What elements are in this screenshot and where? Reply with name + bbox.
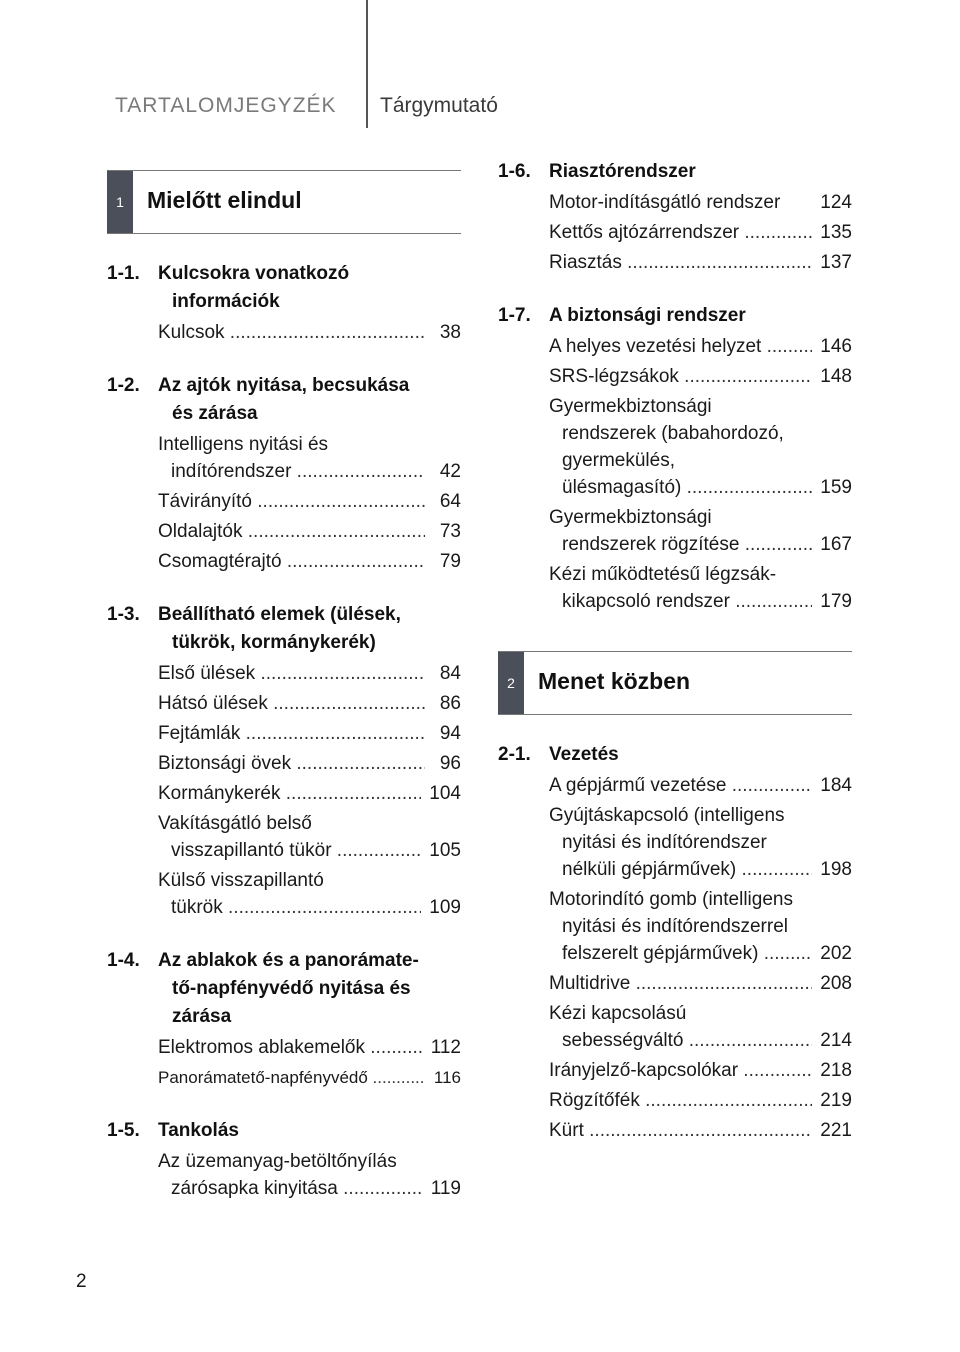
entry-label-line: zárósapka kinyitása bbox=[171, 1178, 338, 1199]
entry-label: Riasztás bbox=[549, 252, 622, 273]
nav-index-link[interactable]: Tárgymutató bbox=[380, 94, 498, 117]
toc-entry[interactable] bbox=[158, 319, 461, 346]
entry-label: Kettős ajtózárrendszer bbox=[549, 222, 740, 243]
entry-label-line: Gyújtáskapcsoló (intelligens bbox=[549, 805, 785, 826]
entry-page: 116 bbox=[433, 1068, 461, 1087]
entry-label: Kormánykerék bbox=[158, 783, 281, 804]
entry-page: 135 bbox=[820, 222, 852, 243]
toc-entry[interactable] bbox=[549, 970, 852, 997]
entry-label-line: Az üzemanyag-betöltőnyílás bbox=[158, 1151, 397, 1172]
group-title-line: A biztonsági rendszer bbox=[549, 305, 746, 326]
entry-label: Elektromos ablakemelők bbox=[158, 1037, 365, 1058]
toc-entry[interactable] bbox=[158, 431, 461, 485]
toc-entry[interactable] bbox=[549, 219, 852, 246]
entry-label: Oldalajtók bbox=[158, 521, 243, 542]
toc-entry[interactable] bbox=[549, 1117, 852, 1144]
entry-page: 42 bbox=[439, 461, 461, 482]
toc-entry[interactable] bbox=[549, 363, 852, 390]
group-title-line: és zárása bbox=[172, 403, 258, 424]
top-navigation bbox=[0, 0, 960, 130]
entry-page: 179 bbox=[820, 591, 852, 612]
entry-label-line: Gyermekbiztonsági bbox=[549, 396, 712, 417]
group-title[interactable] bbox=[498, 302, 852, 330]
toc-entry[interactable] bbox=[549, 504, 852, 558]
entry-label-line: sebességváltó bbox=[562, 1030, 684, 1051]
group-number: 1-5. bbox=[107, 1120, 140, 1141]
toc-group-1-4 bbox=[107, 947, 461, 1091]
group-number: 1-2. bbox=[107, 375, 140, 396]
section-title: Mielőtt elindul bbox=[147, 187, 302, 213]
group-title[interactable] bbox=[107, 372, 461, 428]
entry-label-line: ülésmagasító) bbox=[562, 477, 682, 498]
entry-label-line: kikapcsoló rendszer bbox=[562, 591, 730, 612]
group-number: 1-4. bbox=[107, 950, 140, 971]
entry-page: 73 bbox=[439, 521, 461, 542]
group-title-line: Riasztórendszer bbox=[549, 161, 696, 182]
group-title-line: Kulcsokra vonatkozó bbox=[158, 263, 350, 284]
group-number: 1-7. bbox=[498, 305, 531, 326]
toc-entry[interactable] bbox=[549, 561, 852, 615]
toc-entry[interactable] bbox=[158, 488, 461, 515]
entry-label-line: rendszerek (babahordozó, bbox=[562, 423, 784, 444]
group-title-line: Tankolás bbox=[158, 1120, 239, 1141]
entry-label: Csomagtérajtó bbox=[158, 551, 282, 572]
entry-label-line: visszapillantó tükör bbox=[171, 840, 332, 861]
entry-label-line: gyermekülés, bbox=[562, 450, 675, 471]
entry-label-line: tükrök bbox=[171, 897, 223, 918]
entry-label: A gépjármű vezetése bbox=[549, 775, 727, 796]
entry-page: 214 bbox=[820, 1030, 852, 1051]
toc-entry[interactable] bbox=[549, 1087, 852, 1114]
entry-label-line: Gyermekbiztonsági bbox=[549, 507, 712, 528]
entry-page: 202 bbox=[820, 943, 852, 964]
toc-entry[interactable] bbox=[158, 690, 461, 717]
entry-page: 159 bbox=[820, 477, 852, 498]
toc-entry[interactable] bbox=[549, 333, 852, 360]
group-number: 1-6. bbox=[498, 161, 531, 182]
toc-entry[interactable] bbox=[158, 720, 461, 747]
entry-label: Biztonsági övek bbox=[158, 753, 292, 774]
entry-label: Multidrive bbox=[549, 973, 631, 994]
entry-label-line: Kézi kapcsolású bbox=[549, 1003, 687, 1024]
group-number: 1-1. bbox=[107, 263, 140, 284]
entry-label: Motor-indításgátló rendszer bbox=[549, 192, 781, 213]
entry-page: 79 bbox=[439, 551, 461, 572]
group-number: 2-1. bbox=[498, 744, 531, 765]
left-column bbox=[107, 170, 461, 1228]
entry-label: A helyes vezetési helyzet bbox=[549, 336, 762, 357]
toc-entry[interactable] bbox=[158, 780, 461, 807]
entry-page: 167 bbox=[820, 534, 852, 555]
entry-page: 86 bbox=[439, 693, 461, 714]
entry-page: 94 bbox=[439, 723, 461, 744]
toc-entry[interactable] bbox=[158, 1064, 461, 1091]
entry-label: Első ülések bbox=[158, 663, 256, 684]
entry-page: 218 bbox=[820, 1060, 852, 1081]
entry-page: 221 bbox=[820, 1120, 852, 1141]
toc-entry[interactable] bbox=[549, 1057, 852, 1084]
toc-group-2-1 bbox=[498, 741, 852, 1144]
toc-entry[interactable] bbox=[549, 1000, 852, 1054]
toc-entry[interactable] bbox=[158, 810, 461, 864]
entry-page: 119 bbox=[430, 1178, 461, 1199]
right-column bbox=[498, 158, 852, 1170]
toc-entry[interactable] bbox=[549, 249, 852, 276]
entry-page: 198 bbox=[820, 859, 852, 880]
nav-table-of-contents-link[interactable]: TARTALOMJEGYZÉK bbox=[115, 94, 337, 117]
group-title-line: zárása bbox=[172, 1006, 232, 1027]
nav-divider bbox=[366, 0, 368, 128]
entry-label-line: nyitási és indítórendszer bbox=[562, 832, 767, 853]
group-title-line: Az ajtók nyitása, becsukása bbox=[158, 375, 410, 396]
section-title: Menet közben bbox=[538, 668, 691, 694]
entry-page: 96 bbox=[439, 753, 461, 774]
toc-entry[interactable] bbox=[158, 1148, 461, 1202]
entry-label: Panorámatető-napfényvédő bbox=[158, 1068, 368, 1087]
toc-entry[interactable] bbox=[549, 189, 852, 216]
group-title[interactable] bbox=[107, 601, 461, 657]
entry-page: 105 bbox=[429, 840, 461, 861]
entry-page: 208 bbox=[820, 973, 852, 994]
entry-label: Fejtámlák bbox=[158, 723, 241, 744]
toc-group-1-6 bbox=[498, 158, 852, 276]
section-number: 1 bbox=[107, 171, 133, 233]
toc-entry[interactable] bbox=[549, 886, 852, 967]
entry-label: Kürt bbox=[549, 1120, 584, 1141]
toc-entry[interactable] bbox=[549, 772, 852, 799]
toc-entry[interactable] bbox=[549, 802, 852, 883]
entry-label: Kulcsok bbox=[158, 322, 225, 343]
toc-entry[interactable] bbox=[549, 393, 852, 501]
group-title[interactable] bbox=[107, 1117, 461, 1145]
group-title-line: tő-napfényvédő nyitása és bbox=[172, 978, 411, 999]
entry-page: 112 bbox=[430, 1037, 461, 1058]
toc-group-1-2 bbox=[107, 372, 461, 575]
entry-page: 137 bbox=[820, 252, 852, 273]
group-title[interactable] bbox=[107, 260, 461, 316]
group-title[interactable] bbox=[107, 947, 461, 1031]
entry-label-line: Kézi működtetésű légzsák- bbox=[549, 564, 777, 585]
entry-page: 38 bbox=[439, 322, 461, 343]
entry-page: 146 bbox=[820, 336, 852, 357]
section-header-1 bbox=[107, 170, 461, 234]
entry-page: 124 bbox=[820, 192, 852, 213]
group-title-line: Az ablakok és a panorámate- bbox=[158, 950, 419, 971]
toc-group-1-1 bbox=[107, 260, 461, 346]
entry-page: 184 bbox=[820, 775, 852, 796]
toc-entry[interactable] bbox=[158, 750, 461, 777]
entry-label: Irányjelző-kapcsolókar bbox=[549, 1060, 739, 1081]
entry-label-line: Vakításgátló belső bbox=[158, 813, 312, 834]
entry-label-line: Külső visszapillantó bbox=[158, 870, 324, 891]
entry-page: 64 bbox=[439, 491, 461, 512]
entry-label-line: Intelligens nyitási és bbox=[158, 434, 329, 455]
group-title-line: Beállítható elemek (ülések, bbox=[158, 604, 401, 625]
group-title-line: információk bbox=[172, 291, 280, 312]
entry-label: Távirányító bbox=[158, 491, 252, 512]
group-title[interactable] bbox=[498, 158, 852, 186]
section-number: 2 bbox=[498, 652, 524, 714]
group-title-line: Vezetés bbox=[549, 744, 619, 765]
page-number: 2 bbox=[76, 1271, 87, 1292]
entry-label-line: nélküli gépjárművek) bbox=[562, 859, 737, 880]
entry-page: 148 bbox=[820, 366, 852, 387]
entry-page: 109 bbox=[429, 897, 461, 918]
toc-entry[interactable] bbox=[158, 1034, 461, 1061]
group-title[interactable] bbox=[498, 741, 852, 769]
toc-entry[interactable] bbox=[158, 518, 461, 545]
toc-group-1-5 bbox=[107, 1117, 461, 1202]
entry-page: 104 bbox=[429, 783, 461, 804]
entry-label: Rögzítőfék bbox=[549, 1090, 640, 1111]
toc-entry[interactable] bbox=[158, 867, 461, 921]
entry-label: SRS-légzsákok bbox=[549, 366, 679, 387]
section-header-2 bbox=[498, 651, 852, 715]
toc-entry[interactable] bbox=[158, 548, 461, 575]
toc-group-1-7 bbox=[498, 302, 852, 615]
entry-page: 219 bbox=[820, 1090, 852, 1111]
entry-label-line: Motorindító gomb (intelligens bbox=[549, 889, 793, 910]
entry-label-line: indítórendszer bbox=[171, 461, 292, 482]
group-number: 1-3. bbox=[107, 604, 140, 625]
group-title-line: tükrök, kormánykerék) bbox=[172, 632, 376, 653]
entry-label-line: rendszerek rögzítése bbox=[562, 534, 740, 555]
entry-label-line: nyitási és indítórendszerrel bbox=[562, 916, 788, 937]
toc-group-1-3 bbox=[107, 601, 461, 921]
entry-page: 84 bbox=[439, 663, 461, 684]
toc-entry[interactable] bbox=[158, 660, 461, 687]
entry-label: Hátsó ülések bbox=[158, 693, 268, 714]
entry-label-line: felszerelt gépjárművek) bbox=[562, 943, 759, 964]
